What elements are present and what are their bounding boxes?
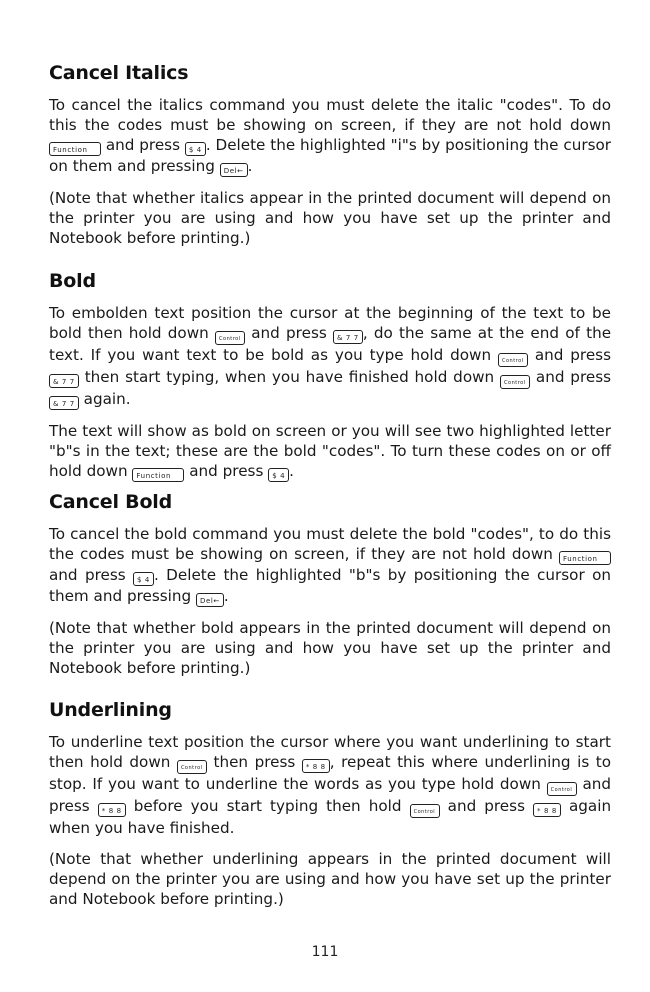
paragraph-bold-instructions — [49, 303, 611, 410]
control-key-icon: Control — [547, 782, 577, 796]
text-run: and press — [49, 775, 612, 815]
text-run: To underline text position the cursor where you want underlining to start then hold down — [49, 733, 611, 771]
dollar-4-key-icon: $ 4 — [133, 572, 154, 586]
text-run: and press — [535, 368, 612, 386]
text-run: again when you have finished. — [49, 797, 612, 837]
heading-underlining: Underlining — [49, 699, 172, 721]
function-key-icon: Function — [559, 551, 611, 565]
text-run: , repeat this where underlining is to stop. If you want to underline the words as you type hold down — [49, 753, 612, 793]
delete-key-icon: Del← — [220, 163, 248, 177]
note-bold: (Note that whether bold appears in the printed document will depend on the printer you are using and how you have set up the printer and Notebook before printing.) — [49, 619, 611, 677]
heading-bold: Bold — [49, 270, 96, 292]
heading-cancel-bold: Cancel Bold — [49, 491, 173, 513]
paragraph-underlining-instructions — [49, 732, 611, 838]
control-key-icon: Control — [498, 353, 528, 367]
text-run: To embolden text position the cursor at the beginning of the text to be bold then hold down — [49, 304, 611, 342]
function-key-icon: Function — [49, 142, 101, 156]
note-underlining: (Note that whether underlining appears in the printed document will depend on the printer you are using and how you have set up the printer and Notebook before printing.) — [49, 850, 611, 908]
heading-cancel-italics: Cancel Italics — [49, 62, 189, 84]
text-run: then start typing, when you have finished hold down — [84, 368, 495, 386]
section-bold — [49, 270, 611, 482]
paragraph-bold-codes — [49, 421, 611, 482]
text-run: . Delete the highlighted "b"s by positioning the cursor on them and pressing — [49, 566, 612, 605]
note-italics: (Note that whether italics appear in the printed document will depend on the printer you are using and how you have set up the printer and Notebook before printing.) — [49, 189, 611, 247]
control-key-icon: Control — [410, 804, 440, 818]
text-run: The text will show as bold on screen or you will see two highlighted letter "b"s in the text; these are the bold "codes". To turn these codes on or off hold down — [49, 422, 611, 480]
text-run: and press — [447, 797, 525, 815]
text-run: then press — [213, 753, 296, 771]
dollar-4-key-icon: $ 4 — [268, 468, 289, 482]
text-run: and press — [49, 566, 126, 584]
dollar-4-key-icon: $ 4 — [185, 142, 206, 156]
text-run: and press — [251, 324, 327, 342]
section-cancel-bold — [49, 491, 611, 678]
paragraph-cancel-italics-instructions — [49, 95, 611, 177]
control-key-icon: Control — [215, 331, 245, 345]
function-key-icon: Function — [132, 468, 184, 482]
ampersand-7-key-icon: & 7 7 — [49, 374, 79, 388]
paragraph-cancel-bold-instructions — [49, 524, 611, 607]
text-run: . — [289, 462, 294, 480]
text-run: . Delete the highlighted "i"s by positioning the cursor on them and pressing — [49, 136, 612, 175]
text-run: and press — [189, 462, 264, 480]
delete-key-icon: Del← — [196, 593, 224, 607]
section-underlining — [49, 699, 611, 909]
text-run: To cancel the bold command you must delete the bold "codes", to do this the codes must be showing on screen, if they are not hold down — [49, 525, 611, 563]
star-8-key-icon: * 8 8 — [302, 759, 330, 773]
ampersand-7-key-icon: & 7 7 — [333, 330, 363, 344]
star-8-key-icon: * 8 8 — [533, 803, 561, 817]
text-run: and press — [534, 346, 612, 364]
section-cancel-italics — [49, 62, 611, 248]
text-run: again. — [83, 390, 131, 408]
ampersand-7-key-icon: & 7 7 — [49, 396, 79, 410]
text-run: before you start typing then hold — [133, 797, 402, 815]
text-run: and press — [105, 136, 181, 154]
text-run: To cancel the italics command you must delete the italic "codes". To do this the codes must be showing on screen, if they are not hold down — [49, 96, 611, 134]
page-number: 111 — [311, 944, 339, 960]
star-8-key-icon: * 8 8 — [98, 803, 126, 817]
control-key-icon: Control — [177, 760, 207, 774]
text-run: , do the same at the end of the text. If you want text to be bold as you type hold down — [49, 324, 612, 364]
text-run: . — [223, 587, 229, 605]
text-run: . — [247, 157, 253, 175]
control-key-icon: Control — [500, 375, 530, 389]
